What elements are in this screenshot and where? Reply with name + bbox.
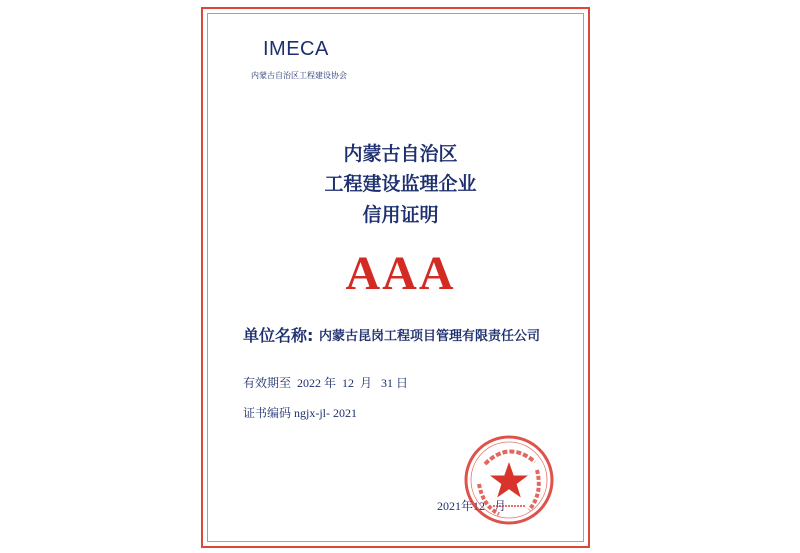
certificate-number-label: 证书编码: [243, 406, 292, 420]
official-seal-icon: [463, 434, 555, 526]
validity-day-unit: 日: [396, 376, 409, 390]
validity-month-unit: 月: [360, 376, 373, 390]
title-line-1: 内蒙古自治区: [343, 143, 458, 165]
validity-label: 有效期至: [243, 376, 292, 390]
association-name: 内蒙古自治区工程建设协会: [251, 71, 347, 80]
validity-month: 12: [342, 376, 355, 390]
credit-grade: AAA: [345, 247, 456, 300]
association-logo: IMECA: [263, 38, 329, 60]
title-line-3: 信用证明: [362, 204, 439, 226]
issue-year: 2021: [437, 499, 461, 513]
validity-year: 2022: [297, 376, 322, 390]
validity-year-unit: 年: [324, 376, 337, 390]
unit-name-label: 单位名称:: [243, 326, 314, 345]
title-line-2: 工程建设监理企业: [324, 173, 477, 195]
issue-year-unit: 年: [461, 499, 474, 513]
certificate: [201, 7, 590, 548]
validity-row: [243, 374, 408, 391]
certificate-inner-border: [207, 13, 584, 542]
certificate-number-row: [243, 404, 357, 421]
unit-name-value: 内蒙古昆岗工程项目管理有限责任公司: [319, 329, 541, 344]
validity-day: 31: [381, 376, 394, 390]
certificate-number-value: ngjx-jl- 2021: [294, 406, 358, 420]
issue-month: 12: [473, 499, 486, 513]
issue-month-unit: 月: [494, 499, 507, 513]
